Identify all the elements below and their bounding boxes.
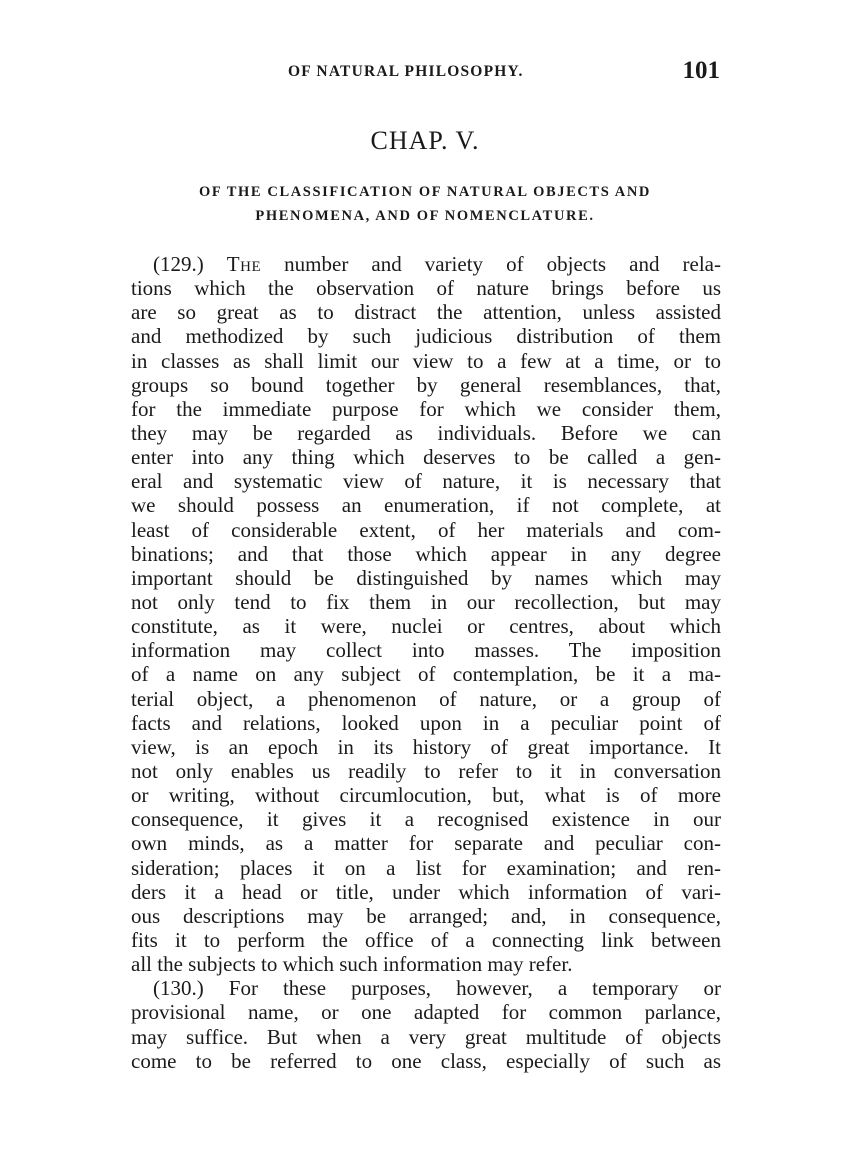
text-line: not only tend to fix them in our recollection, but may [131, 589, 721, 614]
text-line: come to be referred to one class, especially of such as [131, 1048, 721, 1073]
paragraph-130-first-line: (130.) For these purposes, however, a temporary or [153, 976, 721, 1001]
text-line: sideration; places it on a list for examination; and ren- [131, 855, 721, 880]
text-line: or writing, without circumlocution, but, what is of more [131, 783, 721, 808]
running-head [130, 57, 720, 89]
text-line: enter into any thing which deserves to be called a gen- [131, 445, 721, 470]
page-number: 101 [682, 57, 720, 84]
text-line: terial object, a phenomenon of nature, or a group of [131, 686, 721, 711]
text-line: constitute, as it were, nuclei or centres, about which [131, 614, 721, 639]
text-line: facts and relations, looked upon in a peculiar point of [131, 710, 721, 735]
text-line: eral and systematic view of nature, it is necessary that [131, 469, 721, 494]
text-line: may suffice. But when a very great multitude of objects [131, 1024, 721, 1049]
text-line: for the immediate purpose for which we consider them, [131, 396, 721, 421]
chapter-subtitle-line-2: PHENOMENA, AND OF NOMENCLATURE. [255, 208, 595, 224]
text-line: view, is an epoch in its history of great importance. It [131, 734, 721, 759]
text-line: important should be distinguished by names which may [131, 565, 721, 590]
text-line: provisional name, or one adapted for common parlance, [131, 1000, 721, 1025]
paragraph-129-first-line [131, 252, 721, 276]
text-line: groups so bound together by general resemblances, that, [131, 372, 721, 397]
text-line: all the subjects to which such information may refer. [131, 952, 573, 977]
paragraph-number: (129.) [153, 252, 204, 276]
chapter-subtitle [130, 180, 720, 228]
text-line: ders it a head or title, under which information of vari- [131, 879, 721, 904]
text-line: least of considerable extent, of her materials and com- [131, 517, 721, 542]
text-line: ous descriptions may be arranged; and, in consequence, [131, 903, 721, 928]
text-line: information may collect into masses. The imposition [131, 638, 721, 663]
text-line: and methodized by such judicious distribution of them [131, 324, 721, 349]
running-title: OF NATURAL PHILOSOPHY. [288, 63, 524, 80]
chapter-title: CHAP. V. [370, 126, 480, 155]
text-line: are so great as to distract the attention, unless assisted [131, 300, 721, 325]
body-text [131, 252, 721, 1073]
text-line: own minds, as a matter for separate and peculiar con- [131, 831, 721, 856]
text-line: we should possess an enumeration, if not complete, at [131, 493, 721, 518]
text-line: of a name on any subject of contemplation, be it a ma- [131, 662, 721, 687]
text-line: in classes as shall limit our view to a few at a time, or to [131, 348, 721, 373]
text-line: not only enables us readily to refer to it in conversation [131, 758, 721, 783]
text-line: binations; and that those which appear in any degree [131, 541, 721, 566]
text-line: fits it to perform the office of a connecting link between [131, 927, 721, 952]
paragraph-lead-word: The [226, 252, 262, 276]
text-line: number and variety of objects and rela- [261, 252, 721, 276]
chapter-subtitle-line-1: OF THE CLASSIFICATION OF NATURAL OBJECTS AND [198, 184, 652, 200]
text-line: they may be regarded as individuals. Before we can [131, 420, 721, 445]
text-line: consequence, it gives it a recognised existence in our [131, 807, 721, 832]
text-line: tions which the observation of nature brings before us [131, 276, 721, 301]
